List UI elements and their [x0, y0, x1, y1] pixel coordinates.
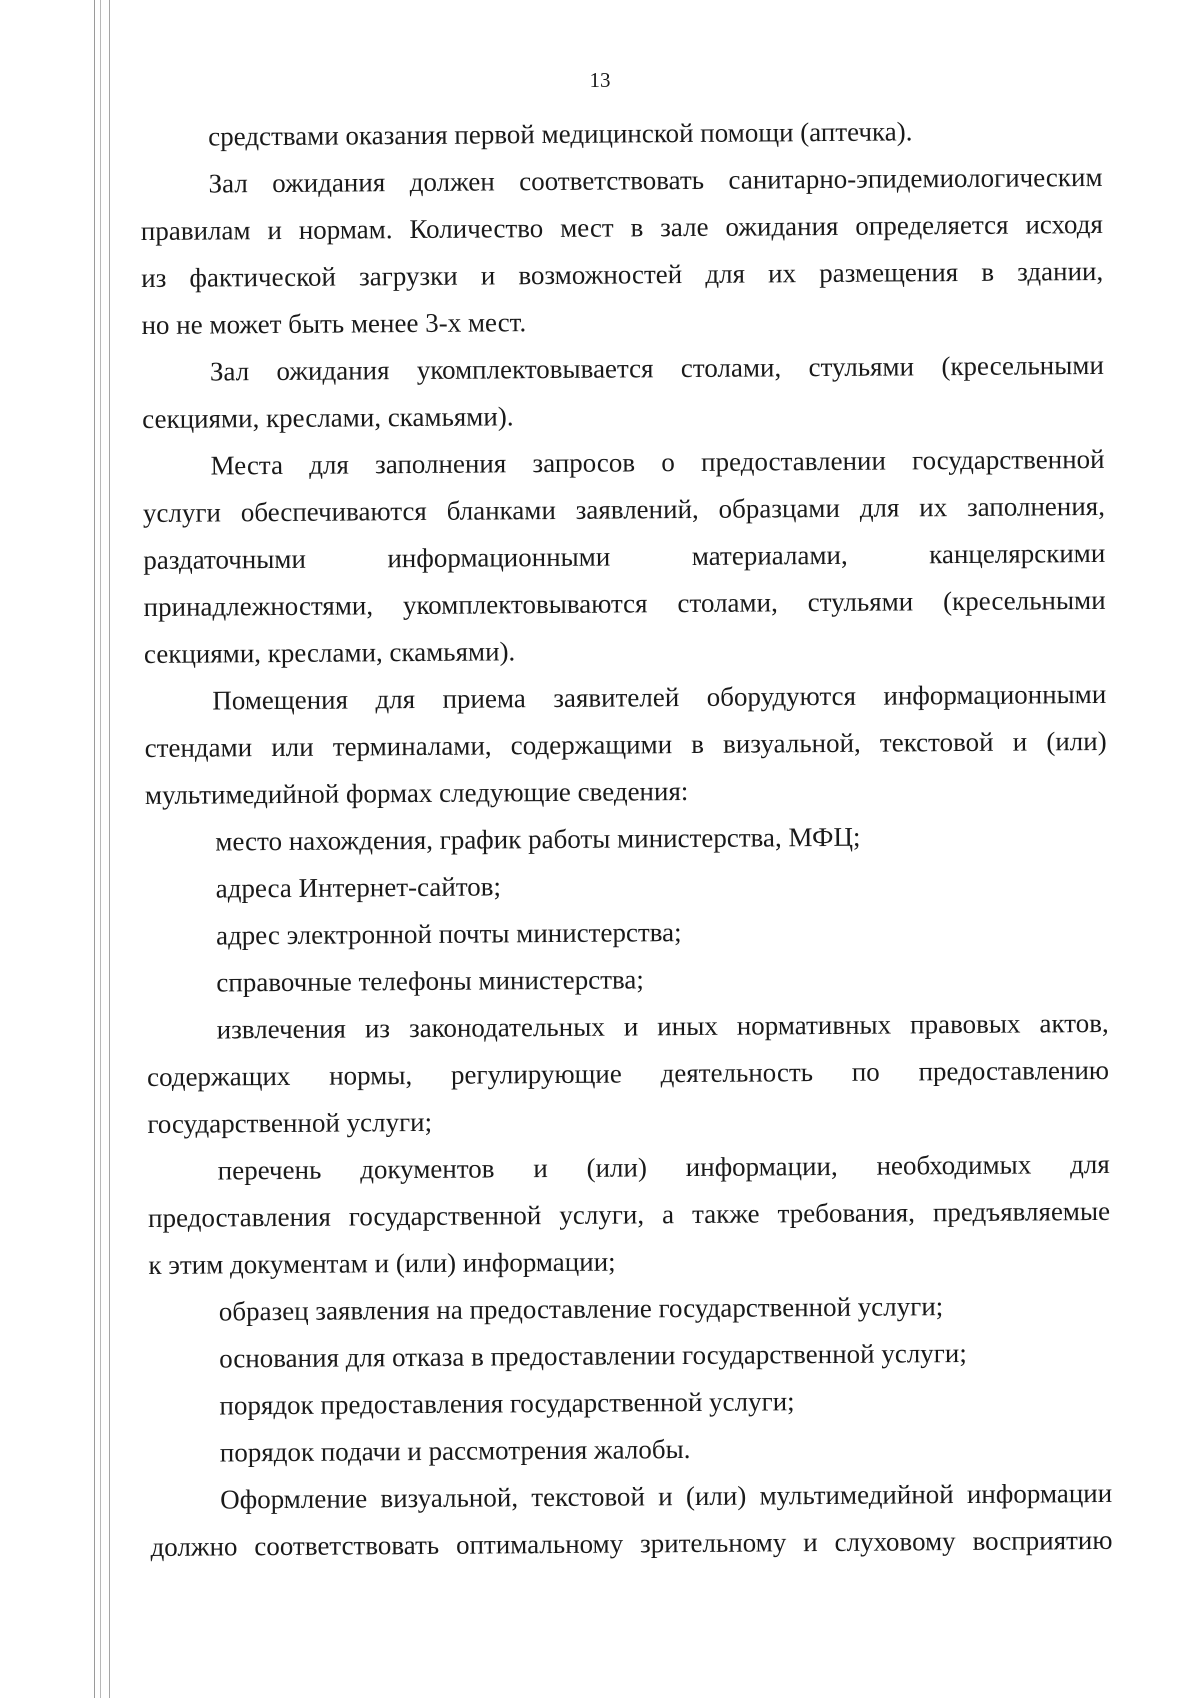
text-line: Зал ожидания укомплектовывается столами, стульями (кресельными	[209, 349, 1104, 387]
text-line: средствами оказания первой медицинской помощи (аптечка).	[208, 116, 913, 152]
text-line: адрес электронной почты министерства;	[215, 917, 682, 951]
text-line: содержащих нормы, регулирующие деятельность по предоставлению	[146, 1054, 1110, 1092]
text-line: из фактической загрузки и возможностей для их размещения в здании,	[141, 255, 1104, 293]
document-body	[140, 107, 1113, 1571]
text-line: услуги обеспечиваются бланками заявлений, образцами для их заполнения,	[142, 490, 1106, 528]
text-line: Зал ожидания должен соответствовать санитарно-эпидемиологическим	[208, 161, 1103, 199]
text-line: правилам и нормам. Количество мест в зале ожидания определяется исходя	[140, 208, 1103, 246]
text-line: но не может быть менее 3-х мест.	[141, 307, 527, 340]
text-line: раздаточными информационными материалами, канцелярскими	[143, 537, 1106, 575]
text-line: секциями, креслами, скамьями).	[143, 636, 516, 669]
text-line: к этим документам и (или) информации;	[148, 1246, 616, 1280]
text-line: предоставления государственной услуги, а также требования, предъявляемые	[147, 1195, 1111, 1233]
text-line: справочные телефоны министерства;	[216, 964, 644, 998]
binding-margin-line	[109, 0, 110, 1698]
text-line: должно соответствовать оптимальному зрительному и слуховому восприятию	[150, 1524, 1113, 1562]
page-number: 13	[589, 68, 611, 92]
text-line: стендами или терминалами, содержащими в визуальной, текстовой и (или)	[144, 725, 1107, 763]
text-line: принадлежностями, укомплектовываются столами, стульями (кресельными	[143, 584, 1106, 622]
text-line: порядок предоставления государственной услуги;	[219, 1386, 795, 1421]
text-line: основания для отказа в предоставлении государственной услуги;	[219, 1337, 967, 1374]
text-line: мультимедийной формах следующие сведения:	[144, 775, 689, 810]
text-line: образец заявления на предоставление государственной услуги;	[218, 1291, 944, 1327]
text-line: Места для заполнения запросов о предоставлении государственной	[210, 443, 1105, 481]
text-line: извлечения из законодательных и иных нормативных правовых актов,	[216, 1007, 1109, 1045]
text-line: Оформление визуальной, текстовой и (или) мультимедийной информации	[220, 1477, 1113, 1515]
text-line: секциями, креслами, скамьями).	[142, 401, 514, 434]
text-line: перечень документов и (или) информации, необходимых для	[217, 1148, 1110, 1186]
binding-margin-line	[94, 0, 95, 1698]
text-line: государственной услуги;	[147, 1106, 433, 1139]
text-line: место нахождения, график работы министерства, МФЦ;	[215, 821, 861, 857]
text-line: порядок подачи и рассмотрения жалобы.	[219, 1434, 691, 1468]
text-line: адреса Интернет-сайтов;	[215, 871, 502, 904]
text-line: Помещения для приема заявителей оборудуются информационными	[212, 678, 1107, 716]
binding-margin-line	[100, 0, 101, 1698]
